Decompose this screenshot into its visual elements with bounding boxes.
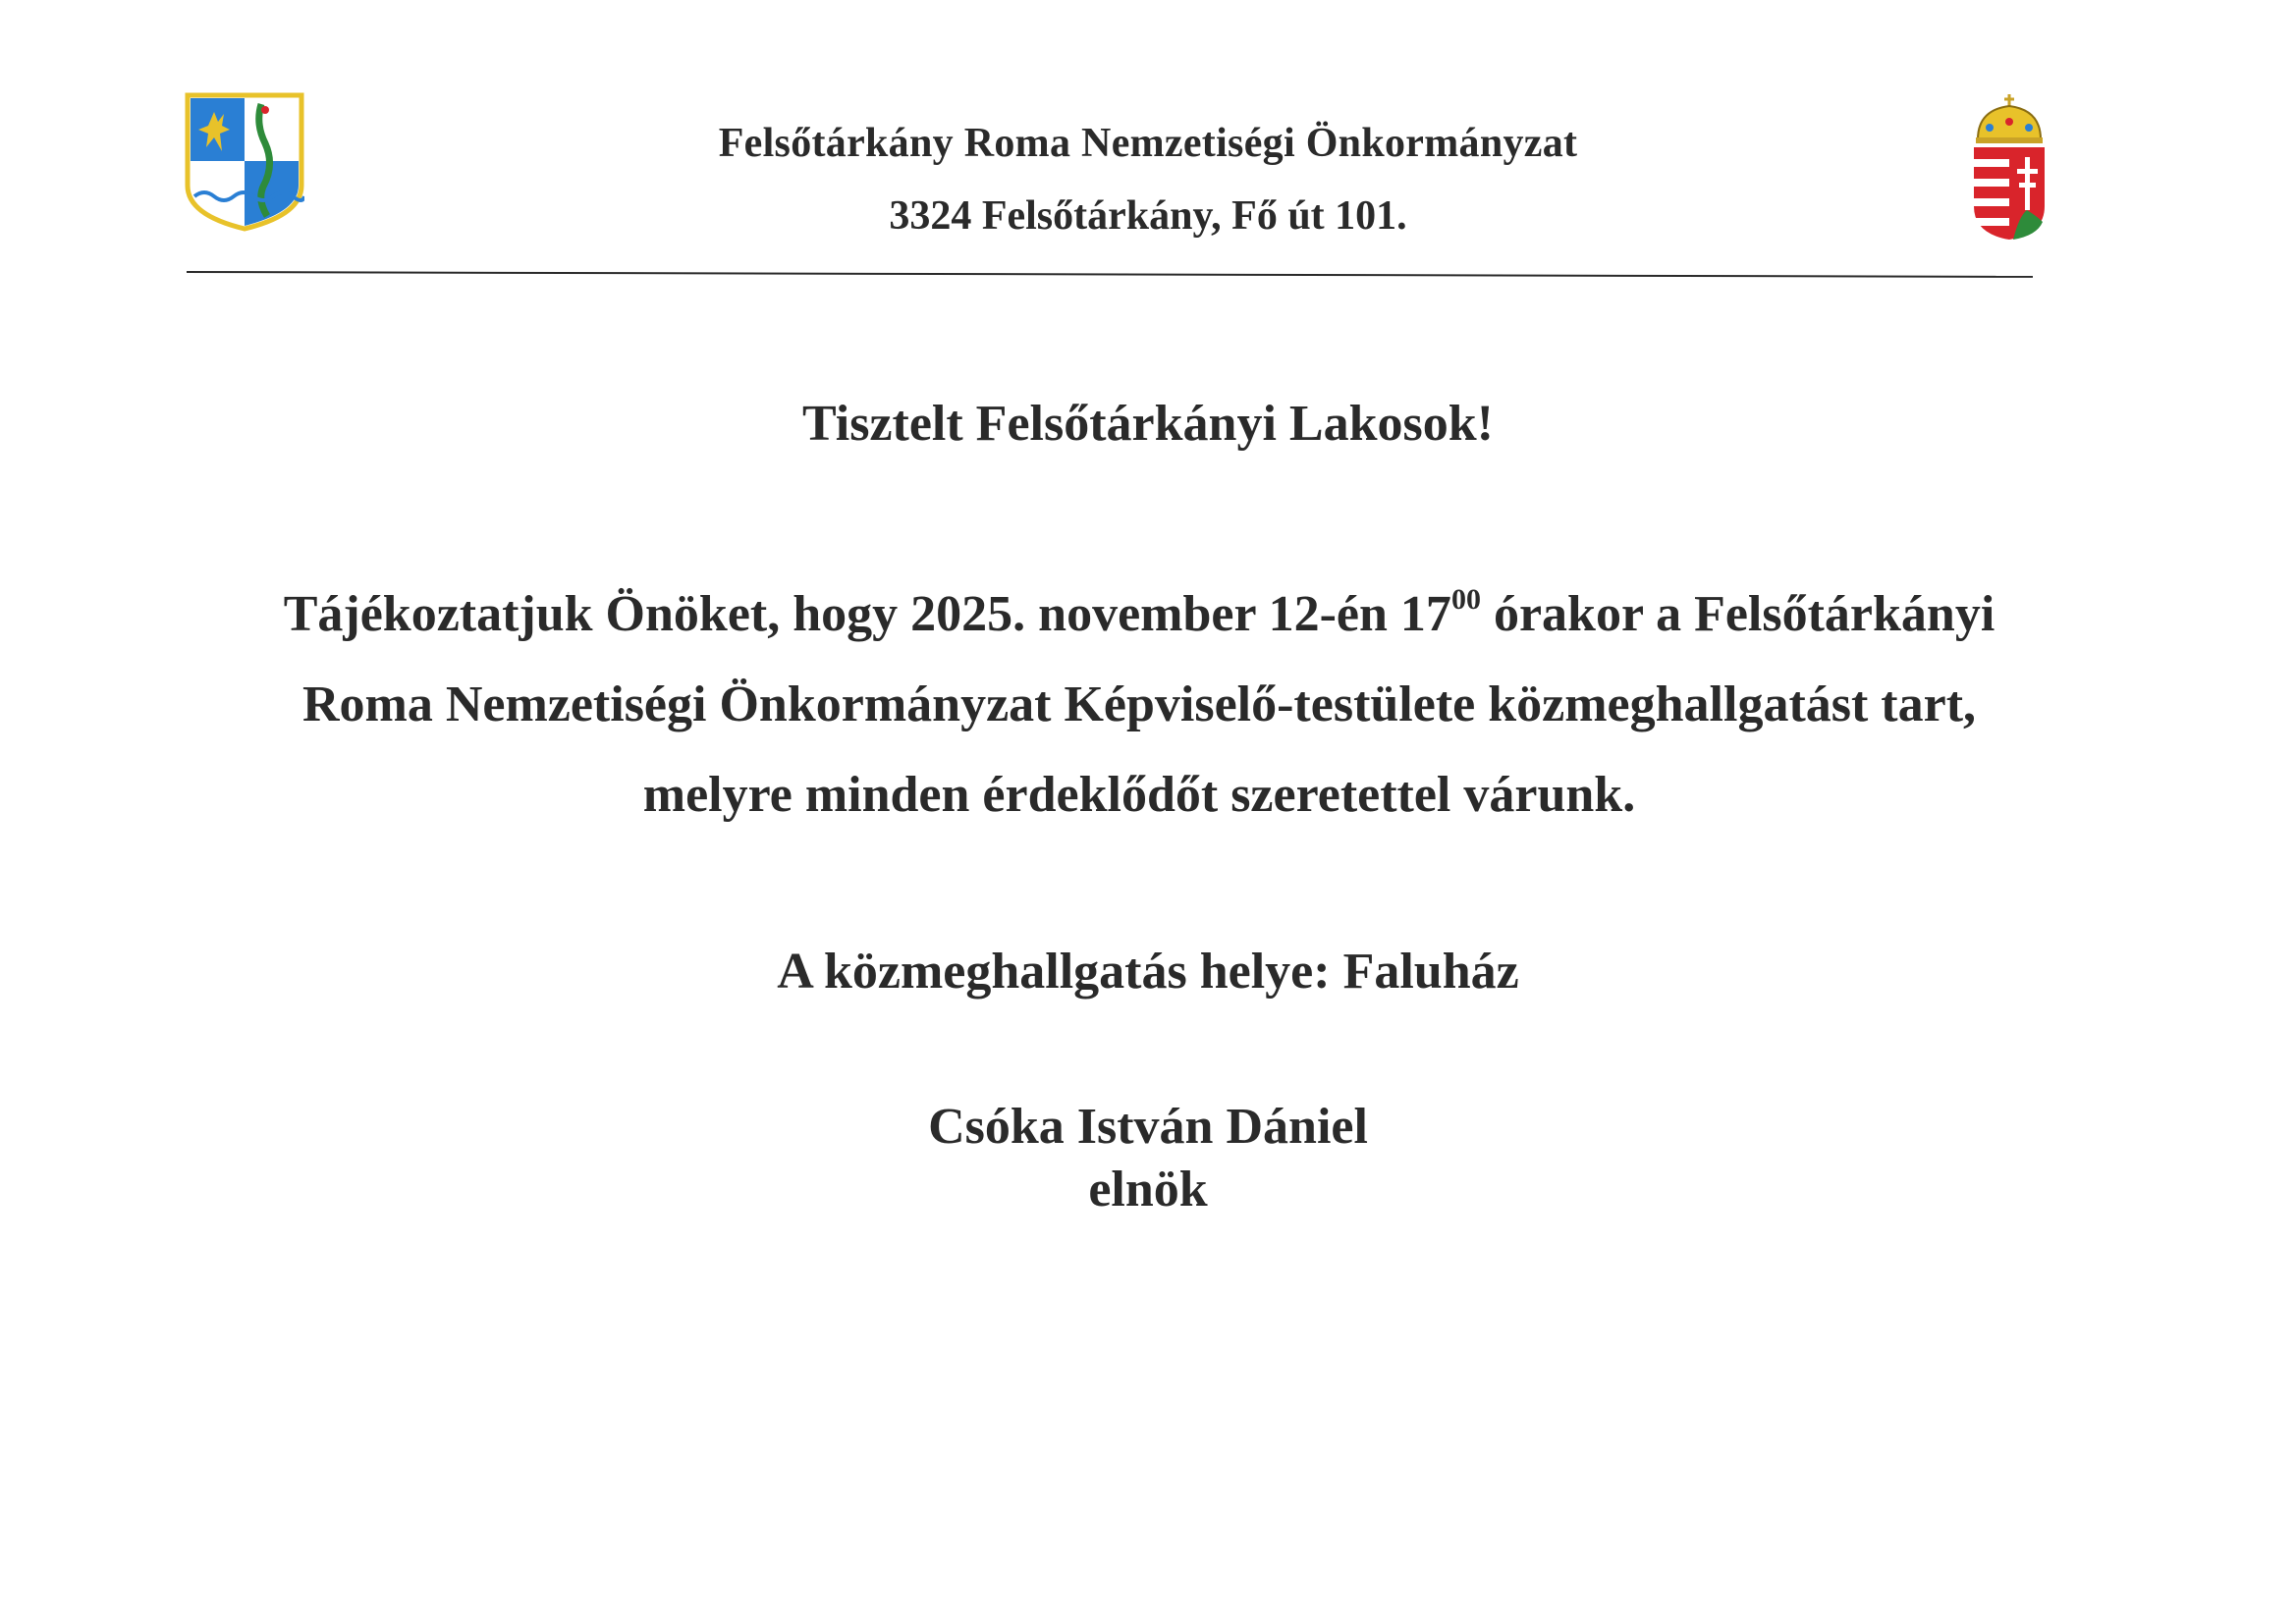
signature-block (0, 1096, 2296, 1221)
header-divider (187, 271, 2033, 278)
organization-address: 3324 Felsőtárkány, Fő út 101. (889, 193, 1407, 239)
venue-line: A közmeghallgatás helye: Faluház (777, 944, 1519, 1000)
announcement-text-start: Tájékoztatjuk Önöket, hogy 2025. november 12-én 17 (283, 586, 1451, 642)
signer-title: elnök (1088, 1162, 1208, 1217)
organization-name: Felsőtárkány Roma Nemzetiségi Önkormányzat (718, 121, 1578, 166)
announcement-text-end: órakor a Felsőtárkányi Roma Nemzetiségi Önkormányzat Képviselő-testülete közmeghallgatást tart, melyre minden érdeklődőt szeretettel várunk. (301, 586, 1995, 823)
announcement-body (236, 569, 2043, 840)
salutation: Tisztelt Felsőtárkányi Lakosok! (802, 396, 1494, 452)
signer-name: Csóka István Dániel (928, 1099, 1368, 1155)
time-superscript: 00 (1450, 583, 1481, 616)
